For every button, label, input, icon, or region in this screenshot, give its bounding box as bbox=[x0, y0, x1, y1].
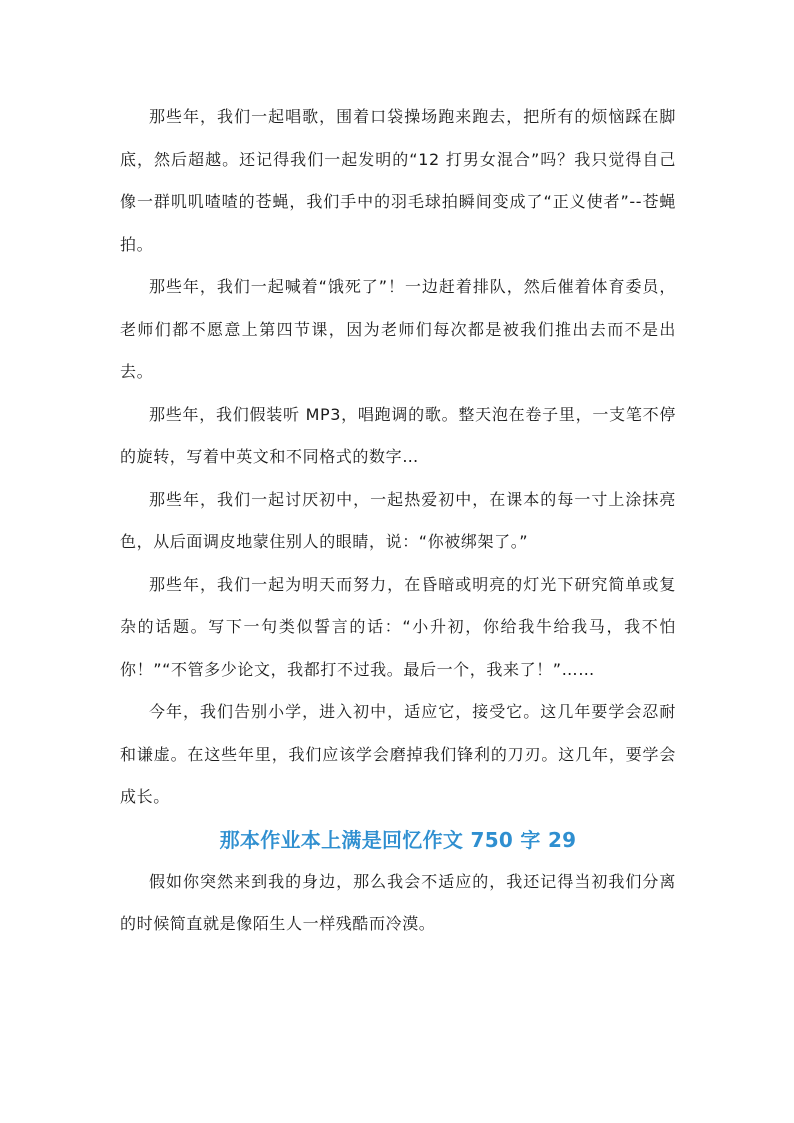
essay-heading: 那本作业本上满是回忆作文 750 字 29 bbox=[219, 827, 577, 852]
paragraph: 那些年，我们一起喊着“饿死了”！一边赶着排队，然后催着体育委员，老师们都不愿意上第四节课，因为老师们每次都是被我们推出去而不是出去。 bbox=[120, 277, 676, 381]
paragraph: 那些年，我们假装听 MP3，唱跑调的歌。整天泡在卷子里，一支笔不停的旋转，写着中英文和不同格式的数字… bbox=[120, 404, 676, 466]
paragraph: 今年，我们告别小学，进入初中，适应它，接受它。这几年要学会忍耐和谦虚。在这些年里，我们应该学会磨掉我们锋利的刀刃。这几年，要学会成长。 bbox=[120, 702, 676, 806]
paragraph: 那些年，我们一起为明天而努力，在昏暗或明亮的灯光下研究简单或复杂的话题。写下一句类似誓言的话：“小升初，你给我牛给我马，我不怕你！”“不管多少论文，我都打不过我。最后一个，我来了！”…… bbox=[120, 574, 676, 679]
document-body bbox=[120, 96, 676, 946]
paragraph: 那些年，我们一起讨厌初中，一起热爱初中，在课本的每一寸上涂抹亮色，从后面调皮地蒙住别人的眼睛，说：“你被绑架了。” bbox=[120, 489, 676, 551]
paragraph: 那些年，我们一起唱歌，围着口袋操场跑来跑去，把所有的烦恼踩在脚底，然后超越。还记得我们一起发明的“12 打男女混合”吗？我只觉得自己像一群叽叽喳喳的苍蝇，我们手中的羽毛球拍瞬间变成了“正义使者”--苍蝇拍。 bbox=[120, 107, 676, 254]
paragraph: 假如你突然来到我的身边，那么我会不适应的，我还记得当初我们分离的时候简直就是像陌生人一样残酷而冷漠。 bbox=[120, 871, 676, 933]
